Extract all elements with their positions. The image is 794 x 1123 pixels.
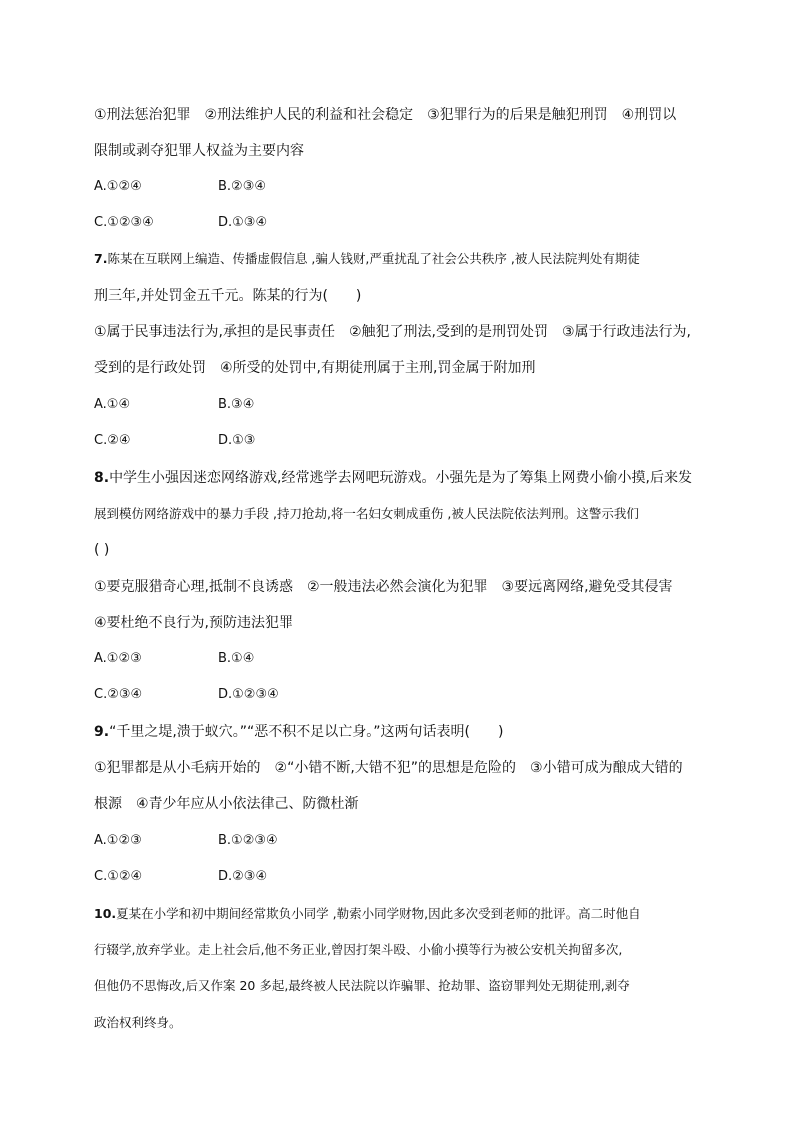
q9-option-c[interactable]: C.①②④ <box>94 869 143 884</box>
q7-stem-line1 <box>94 249 640 269</box>
q8-stem-line2: 展到模仿网络游戏中的暴力手段 ,持刀抢劫,将一名妇女刺成重伤 ,被人民法院依法判刑。这警示我们 <box>94 506 639 521</box>
q9-stem-line1 <box>94 722 503 742</box>
q8-stem-text: 中学生小强因迷恋网络游戏,经常逃学去网吧玩游戏。小强先是为了筹集上网费小偷小摸,后来发 <box>109 470 692 486</box>
q8-option-a[interactable]: A.①②③ <box>94 651 142 666</box>
q10-stem-line1 <box>94 904 641 924</box>
q8-option-c[interactable]: C.②③④ <box>94 687 143 702</box>
q8-statements-line2: ④要杜绝不良行为,预防违法犯罪 <box>94 615 294 631</box>
q8-option-d[interactable]: D.①②③④ <box>218 687 279 702</box>
q9-statements-line2: 根源 ④青少年应从小依法律己、防微杜渐 <box>94 796 359 812</box>
q6-option-c[interactable]: C.①②③④ <box>94 215 154 230</box>
q8-stem-line1 <box>94 468 692 488</box>
q7-option-a[interactable]: A.①④ <box>94 397 131 412</box>
q8-number: 8. <box>94 470 110 486</box>
q6-statements-line1: ①刑法惩治犯罪 ②刑法维护人民的利益和社会稳定 ③犯罪行为的后果是触犯刑罚 ④刑罚以 <box>94 107 677 123</box>
q9-statements-line1: ①犯罪都是从小毛病开始的 ②“小错不断,大错不犯”的思想是危险的 ③小错可成为酿成大错的 <box>94 760 683 776</box>
q10-stem-line4: 政治权利终身。 <box>94 1015 182 1030</box>
q7-option-c[interactable]: C.②④ <box>94 433 131 448</box>
q9-option-a[interactable]: A.①②③ <box>94 833 142 848</box>
q7-stem-line2: 刑三年,并处罚金五千元。陈某的行为( ) <box>94 288 362 304</box>
q7-option-d[interactable]: D.①③ <box>218 433 256 448</box>
q10-number: 10. <box>94 906 117 921</box>
q6-option-d[interactable]: D.①③④ <box>218 215 268 230</box>
q9-number: 9. <box>94 724 110 740</box>
q8-statements-line1: ①要克服猎奇心理,抵制不良诱惑 ②一般违法必然会演化为犯罪 ③要远离网络,避免受其侵害 <box>94 579 673 595</box>
q9-option-b[interactable]: B.①②③④ <box>218 833 278 848</box>
q8-option-b[interactable]: B.①④ <box>218 651 255 666</box>
q10-stem-text: 夏某在小学和初中期间经常欺负小同学 ,勒索小同学财物,因此多次受到老师的批评。高二时他自 <box>116 906 641 921</box>
q7-statements-line2: 受到的是行政处罚 ④所受的处罚中,有期徒刑属于主刑,罚金属于附加刑 <box>94 360 536 376</box>
q6-option-a[interactable]: A.①②④ <box>94 179 142 194</box>
q7-statements-line1: ①属于民事违法行为,承担的是民事责任 ②触犯了刑法,受到的是刑罚处罚 ③属于行政违法行为, <box>94 324 692 340</box>
q10-stem-line2: 行辍学,放弃学业。走上社会后,他不务正业,曾因打架斗殴、小偷小摸等行为被公安机关拘留多次, <box>94 942 623 957</box>
q6-statements-line2: 限制或剥夺犯罪人权益为主要内容 <box>94 143 304 159</box>
q7-stem-text: 陈某在互联网上编造、传播虚假信息 ,骗人钱财,严重扰乱了社会公共秩序 ,被人民法院判处有期徒 <box>107 251 640 266</box>
q7-number: 7. <box>94 251 108 266</box>
q10-stem-line3: 但他仍不思悔改,后又作案 20 多起,最终被人民法院以诈骗罪、抢劫罪、盗窃罪判处无期徒刑,剥夺 <box>94 978 630 993</box>
q9-stem-text: “千里之堤,溃于蚁穴。”“恶不积不足以亡身。”这两句话表明( ) <box>109 724 504 740</box>
q9-option-d[interactable]: D.②③④ <box>218 869 268 884</box>
q6-option-b[interactable]: B.②③④ <box>218 179 267 194</box>
q8-answer-bracket: ( ) <box>94 542 110 558</box>
q7-option-b[interactable]: B.③④ <box>218 397 255 412</box>
